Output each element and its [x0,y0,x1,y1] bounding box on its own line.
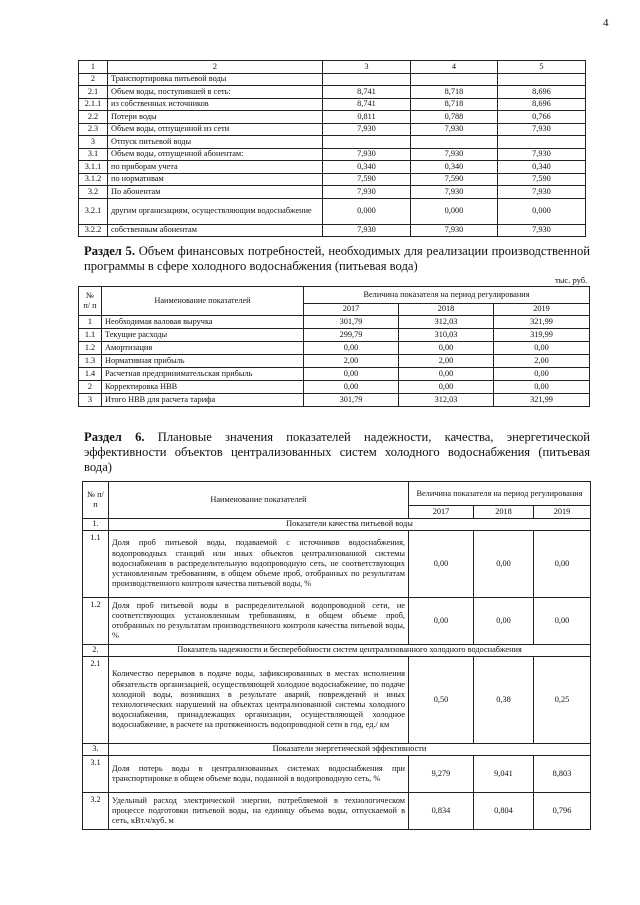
table-row [79,381,590,394]
value-2017: 299,79 [304,329,399,342]
section-5-label: Раздел 5. [84,244,135,258]
group-number: 1. [83,519,109,531]
value-2019: 319,99 [494,329,590,342]
value-2017: 7,590 [323,173,411,186]
table-row [79,123,586,136]
value-2019 [498,73,586,86]
year-header: 2017 [409,506,474,519]
table-header-row [79,61,586,74]
value-2019: 321,99 [494,316,590,329]
table-row [79,394,590,407]
table-row [79,136,586,149]
value-2017: 7,930 [323,123,411,136]
value-2017: 301,79 [304,394,399,407]
value-2019: 7,930 [498,123,586,136]
table-row [83,756,591,793]
row-name: Потери воды [108,111,323,124]
row-name: Удельный расход электрической энергии, потребляемой в технологическом процессе подготовки питьевой воды, на единицу объема воды, отпускаемой в сеть, кВт.ч/куб. м [109,793,409,830]
value-2017: 7,930 [323,224,411,237]
value-2018: 8,718 [411,98,498,111]
section-5-title: Объем финансовых потребностей, необходимых для реализации производственной программы в сфере холодного водоснабжения (питьевая вода) [84,244,590,273]
row-number: 3 [79,136,108,149]
row-name: По абонентам [108,186,323,199]
financial-needs-table [78,286,590,407]
group-title: Показатели качества питьевой воды [109,519,591,531]
row-number: 3.1 [83,756,109,793]
value-2019: 7,930 [498,186,586,199]
table-header-row [83,482,591,506]
section-6-title: Плановые значения показателей надежности, качества, энергетической эффективности объектов централизованных систем холодного водоснабжения (питьевая вода) [84,430,590,474]
value-2019: 0,796 [534,793,591,830]
value-2019: 0,000 [498,198,586,224]
row-name: Амортизация [102,342,304,355]
value-2017: 2,00 [304,355,399,368]
value-2017: 9,279 [409,756,474,793]
value-2018: 0,00 [474,598,534,645]
value-2017: 8,741 [323,98,411,111]
table-row [79,329,590,342]
table-row [83,531,591,598]
row-name: Объем воды, отпущенной из сети [108,123,323,136]
row-number: 2 [79,73,108,86]
value-2017: 7,930 [323,148,411,161]
value-2018: 9,041 [474,756,534,793]
value-2017: 301,79 [304,316,399,329]
value-2017: 7,930 [323,186,411,199]
value-2018: 0,788 [411,111,498,124]
col-name-header: Наименование показателей [102,287,304,316]
row-number: 1.4 [79,368,102,381]
header-cell: 1 [79,61,108,74]
group-row [83,744,591,756]
header-cell: 2 [108,61,323,74]
value-2018: 7,590 [411,173,498,186]
value-2017: 0,00 [409,598,474,645]
value-2017: 0,50 [409,657,474,744]
value-2018: 2,00 [399,355,494,368]
table-row [79,86,586,99]
value-2019: 7,930 [498,224,586,237]
table-row [79,98,586,111]
reliability-indicators-table [82,481,591,830]
table-row [79,161,586,174]
year-header: 2017 [304,303,399,315]
row-name: Объем воды, поступившей в сеть: [108,86,323,99]
row-name: Нормативная прибыль [102,355,304,368]
year-header: 2019 [494,303,590,315]
row-number: 3 [79,394,102,407]
table-row [79,355,590,368]
row-number: 2 [79,381,102,394]
value-2018: 0,804 [474,793,534,830]
col-period-header: Величина показателя на период регулирования [304,287,590,304]
value-2018: 0,00 [474,531,534,598]
unit-label: тыс. руб. [555,275,588,285]
value-2017: 0,00 [409,531,474,598]
value-2018: 7,930 [411,123,498,136]
row-number: 1.2 [83,598,109,645]
value-2018: 0,340 [411,161,498,174]
value-2018: 7,930 [411,148,498,161]
water-balance-table [78,60,586,237]
value-2019: 0,25 [534,657,591,744]
value-2019: 8,696 [498,86,586,99]
row-name: Корректировка НВВ [102,381,304,394]
value-2019: 0,340 [498,161,586,174]
row-number: 3.2.1 [79,198,108,224]
value-2017: 8,741 [323,86,411,99]
row-name: Транспортировка питьевой воды [108,73,323,86]
value-2019: 0,00 [494,381,590,394]
value-2017: 0,834 [409,793,474,830]
section-5-heading [84,244,590,274]
table-row [79,173,586,186]
year-header: 2019 [534,506,591,519]
row-number: 1.1 [79,329,102,342]
table-row [79,198,586,224]
row-number: 1.1 [83,531,109,598]
row-name: по приборам учета [108,161,323,174]
row-number: 3.1 [79,148,108,161]
value-2017: 0,00 [304,342,399,355]
value-2018: 0,000 [411,198,498,224]
header-cell: 3 [323,61,411,74]
row-number: 3.2 [83,793,109,830]
value-2017 [323,136,411,149]
group-row [83,645,591,657]
row-name: Доля проб питьевой воды в распределительной водопроводной сети, не соответствующих установленным требованиям, в общем объеме проб, отобранных по результатам производственного контроля качества питьевой воды, % [109,598,409,645]
row-name: Необходимая валовая выручка [102,316,304,329]
group-title: Показатели энергетической эффективности [109,744,591,756]
header-cell: 5 [498,61,586,74]
row-number: 3.2 [79,186,108,199]
row-number: 2.2 [79,111,108,124]
value-2019: 321,99 [494,394,590,407]
row-name: Расчетная предпринимательская прибыль [102,368,304,381]
value-2018 [411,73,498,86]
col-number-header: № п/ п [79,287,102,316]
row-number: 2.1 [83,657,109,744]
header-cell: 4 [411,61,498,74]
value-2018: 0,00 [399,368,494,381]
table-row [79,73,586,86]
year-header: 2018 [474,506,534,519]
col-name-header: Наименование показателей [109,482,409,519]
value-2019: 0,00 [534,598,591,645]
row-number: 3.2.2 [79,224,108,237]
row-name: Текущие расходы [102,329,304,342]
table-header-row [79,287,590,304]
section-6-label: Раздел 6. [84,430,145,444]
value-2018: 0,00 [399,342,494,355]
section-6-heading [84,430,590,475]
group-number: 3. [83,744,109,756]
row-name: собственным абонентам [108,224,323,237]
row-number: 2.1.1 [79,98,108,111]
group-title: Показатель надежности и бесперебойности систем централизованного холодного водоснабжения [109,645,591,657]
value-2018 [411,136,498,149]
value-2018: 0,38 [474,657,534,744]
value-2019: 7,930 [498,148,586,161]
value-2018: 310,03 [399,329,494,342]
col-period-header: Величина показателя на период регулирования [409,482,591,506]
value-2017: 0,00 [304,368,399,381]
value-2017: 0,811 [323,111,411,124]
page-number: 4 [603,17,609,29]
row-name: Доля проб питьевой воды, подаваемой с источников водоснабжения, водопроводных станций или иных объектов централизованной системы водоснабжения в распределительную водопроводную сеть, не соответствующих установленным требованиям, в общем объеме проб, отобранных по результатам производственного контроля качества питьевой воды, % [109,531,409,598]
value-2019: 0,00 [494,342,590,355]
value-2019: 8,803 [534,756,591,793]
table-row [79,224,586,237]
value-2019: 0,00 [494,368,590,381]
value-2017: 0,000 [323,198,411,224]
table-row [79,148,586,161]
value-2018: 7,930 [411,186,498,199]
table-row [83,598,591,645]
value-2018: 312,03 [399,316,494,329]
value-2019 [498,136,586,149]
value-2018: 8,718 [411,86,498,99]
row-number: 2.1 [79,86,108,99]
row-name: Объем воды, отпущенной абонентам: [108,148,323,161]
table-row [79,186,586,199]
row-name: из собственных источников [108,98,323,111]
table-row [79,342,590,355]
value-2018: 312,03 [399,394,494,407]
value-2017: 0,00 [304,381,399,394]
row-name: по нормативам [108,173,323,186]
row-name: Отпуск питьевой воды [108,136,323,149]
table-row [79,111,586,124]
row-number: 3.1.2 [79,173,108,186]
value-2019: 0,00 [534,531,591,598]
value-2018: 7,930 [411,224,498,237]
value-2019: 2,00 [494,355,590,368]
value-2017 [323,73,411,86]
row-name: Количество перерывов в подаче воды, зафиксированных в местах исполнения обязательств организацией, осуществляющей холодное водоснабжение, по подаче холодной воды, возникших в результате аварий, повреждений и иных технологических нарушений на объектах централизованной системы холодного водоснабжения, принадлежащих организации, осуществляющей холодное водоснабжение, в расчете на протяженность водопроводной сети в год, ед./ км [109,657,409,744]
row-name: другим организациям, осуществляющим водоснабжение [108,198,323,224]
year-header: 2018 [399,303,494,315]
value-2018: 0,00 [399,381,494,394]
value-2019: 0,766 [498,111,586,124]
row-number: 2.3 [79,123,108,136]
row-name: Доля потерь воды в централизованных системах водоснабжения при транспортировке в общем объеме воды, поданной в водопроводную сеть, % [109,756,409,793]
value-2019: 8,696 [498,98,586,111]
value-2017: 0,340 [323,161,411,174]
row-number: 1.3 [79,355,102,368]
row-number: 3.1.1 [79,161,108,174]
table-row [83,657,591,744]
table-row [83,793,591,830]
group-row [83,519,591,531]
group-number: 2. [83,645,109,657]
value-2019: 7,590 [498,173,586,186]
row-number: 1 [79,316,102,329]
row-name: Итого НВВ для расчета тарифа [102,394,304,407]
row-number: 1.2 [79,342,102,355]
table-row [79,368,590,381]
col-number-header: № п/п [83,482,109,519]
table-row [79,316,590,329]
